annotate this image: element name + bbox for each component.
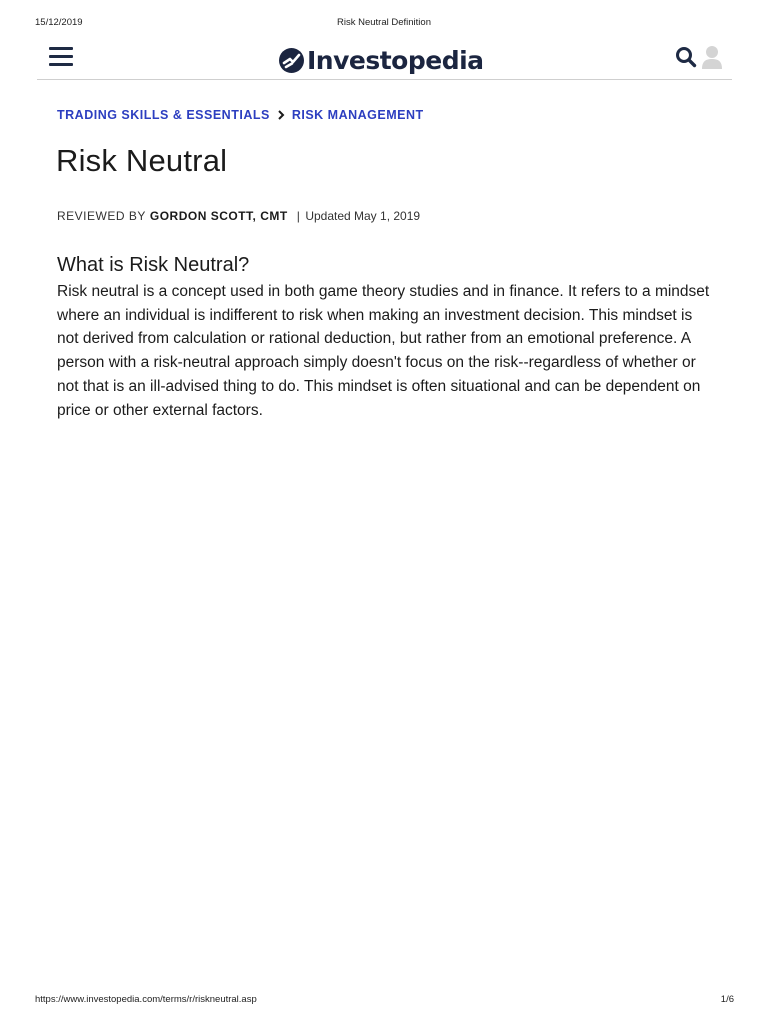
breadcrumb-item-trading-skills[interactable]: TRADING SKILLS & ESSENTIALS (57, 108, 270, 122)
print-header (0, 17, 768, 31)
chevron-right-icon (277, 110, 285, 120)
logo-text: Investopedia (307, 45, 484, 75)
reviewed-by-label: REVIEWED BY (57, 209, 146, 223)
byline-separator: | (296, 209, 301, 223)
updated-date: Updated May 1, 2019 (305, 209, 421, 223)
search-icon[interactable] (675, 46, 697, 68)
print-url: https://www.investopedia.com/terms/r/riskneutral.asp (35, 994, 257, 1005)
article-paragraph: Risk neutral is a concept used in both game theory studies and in finance. It refers to a mindset where an individual is indifferent to risk when making an investment decision. This mindset is not derived from calculation or rational deduction, but rather from an emotional preference. A person with a risk-neutral approach simply doesn't focus on the risk--regardless of whether or not that is an ill-advised thing to do. This mindset is often situational and can be dependent on price or other external factors. (57, 283, 710, 419)
hamburger-menu-icon[interactable] (49, 47, 73, 67)
section-heading: What is Risk Neutral? (57, 254, 250, 276)
logo-mark-icon (279, 48, 304, 73)
print-page-number: 1/6 (720, 994, 734, 1005)
page-title: Risk Neutral (56, 143, 228, 178)
byline (57, 209, 420, 223)
breadcrumb-item-risk-management[interactable]: RISK MANAGEMENT (291, 108, 424, 122)
reviewer-link[interactable]: GORDON SCOTT, CMT (149, 209, 288, 223)
breadcrumb (57, 108, 424, 122)
site-header (37, 38, 732, 80)
site-logo[interactable] (279, 44, 484, 76)
print-document-title: Risk Neutral Definition (337, 17, 431, 28)
user-icon[interactable] (701, 44, 723, 70)
print-date: 15/12/2019 (35, 17, 83, 28)
print-footer (0, 994, 768, 1008)
